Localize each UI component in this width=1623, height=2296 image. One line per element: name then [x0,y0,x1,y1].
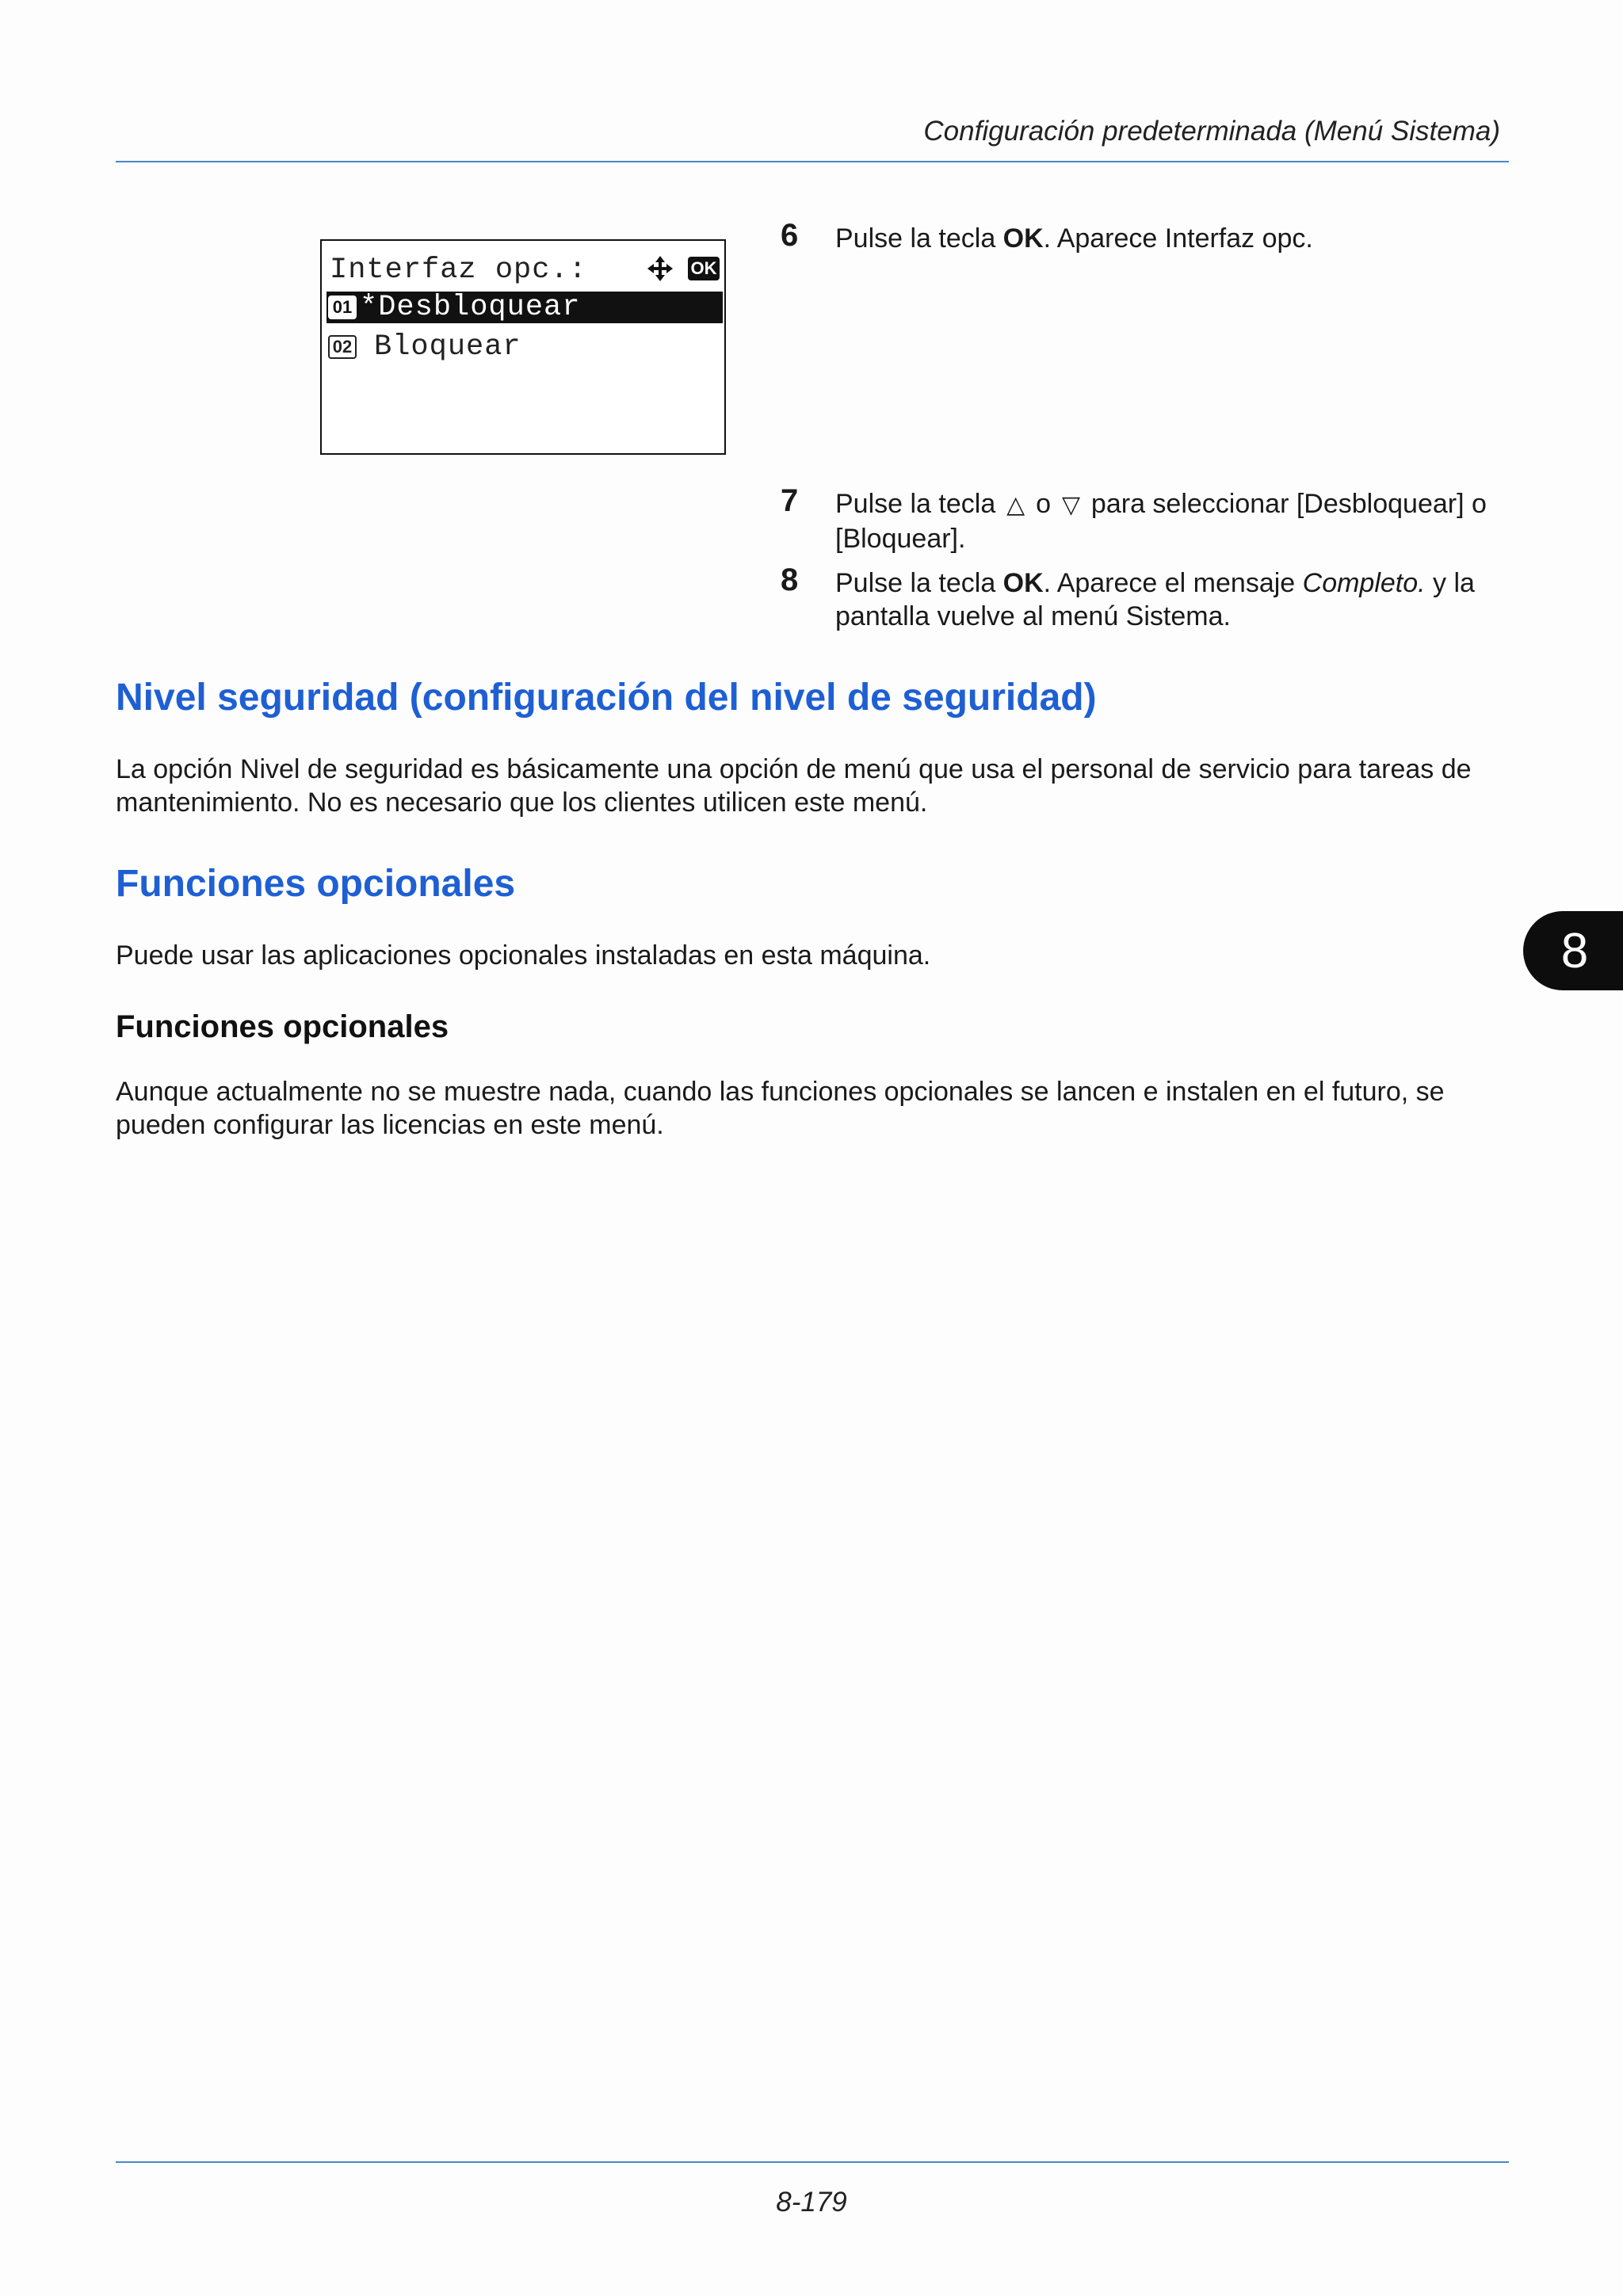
step-7 [781,483,1510,555]
optional-functions-subheading: Funciones opcionales [116,1009,449,1044]
step-text: Pulse la tecla OK. Aparece Interfaz opc. [835,223,1313,254]
page-number: 8-179 [776,2187,847,2218]
lcd-screen [320,239,726,455]
step-text: Pulse la tecla OK. Aparece el mensaje Completo. y la pantalla vuelve al menú Sistema. [835,568,1475,631]
step-8 [781,563,1510,633]
option-number-badge: 01 [328,296,357,319]
step-number: 7 [781,483,799,518]
optional-functions-heading: Funciones opcionales [116,863,516,905]
lcd-option-unlock [327,292,723,323]
four-way-arrow-icon [647,255,674,282]
down-triangle-icon: ▽ [1061,492,1081,518]
step-text: Pulse la tecla △ o ▽ para seleccionar [Desbloquear] o [Bloquear]. [835,489,1487,554]
lcd-option-label: *Desbloquear [360,291,581,324]
optional-functions-subtext: Aunque actualmente no se muestre nada, cuando las funciones opcionales se lancen e instalen en el futuro, se pueden configurar las licencias en este menú. [116,1077,1445,1140]
step-number: 8 [781,563,799,597]
footer-rule [116,2161,1509,2163]
chapter-tab: 8 [1523,911,1623,990]
lcd-title: Interfaz opc.: [330,254,587,287]
security-level-text: La opción Nivel de seguridad es básicamente una opción de menú que usa el personal de servicio para tareas de mantenimiento. No es necesario que los clientes utilicen este menú. [116,754,1472,818]
lcd-option-lock [327,331,723,363]
up-triangle-icon: △ [1006,492,1025,518]
header-rule [116,161,1509,162]
running-header: Configuración predeterminada (Menú Sistema) [923,116,1500,147]
step-number: 6 [781,218,799,253]
ok-key-icon: OK [688,257,720,280]
lcd-option-label: Bloquear [374,330,521,364]
security-level-heading: Nivel seguridad (configuración del nivel de seguridad) [116,677,1097,719]
option-number-badge: 02 [328,335,357,359]
step-6 [781,218,1510,255]
optional-functions-text: Puede usar las aplicaciones opcionales instaladas en esta máquina. [116,940,931,971]
